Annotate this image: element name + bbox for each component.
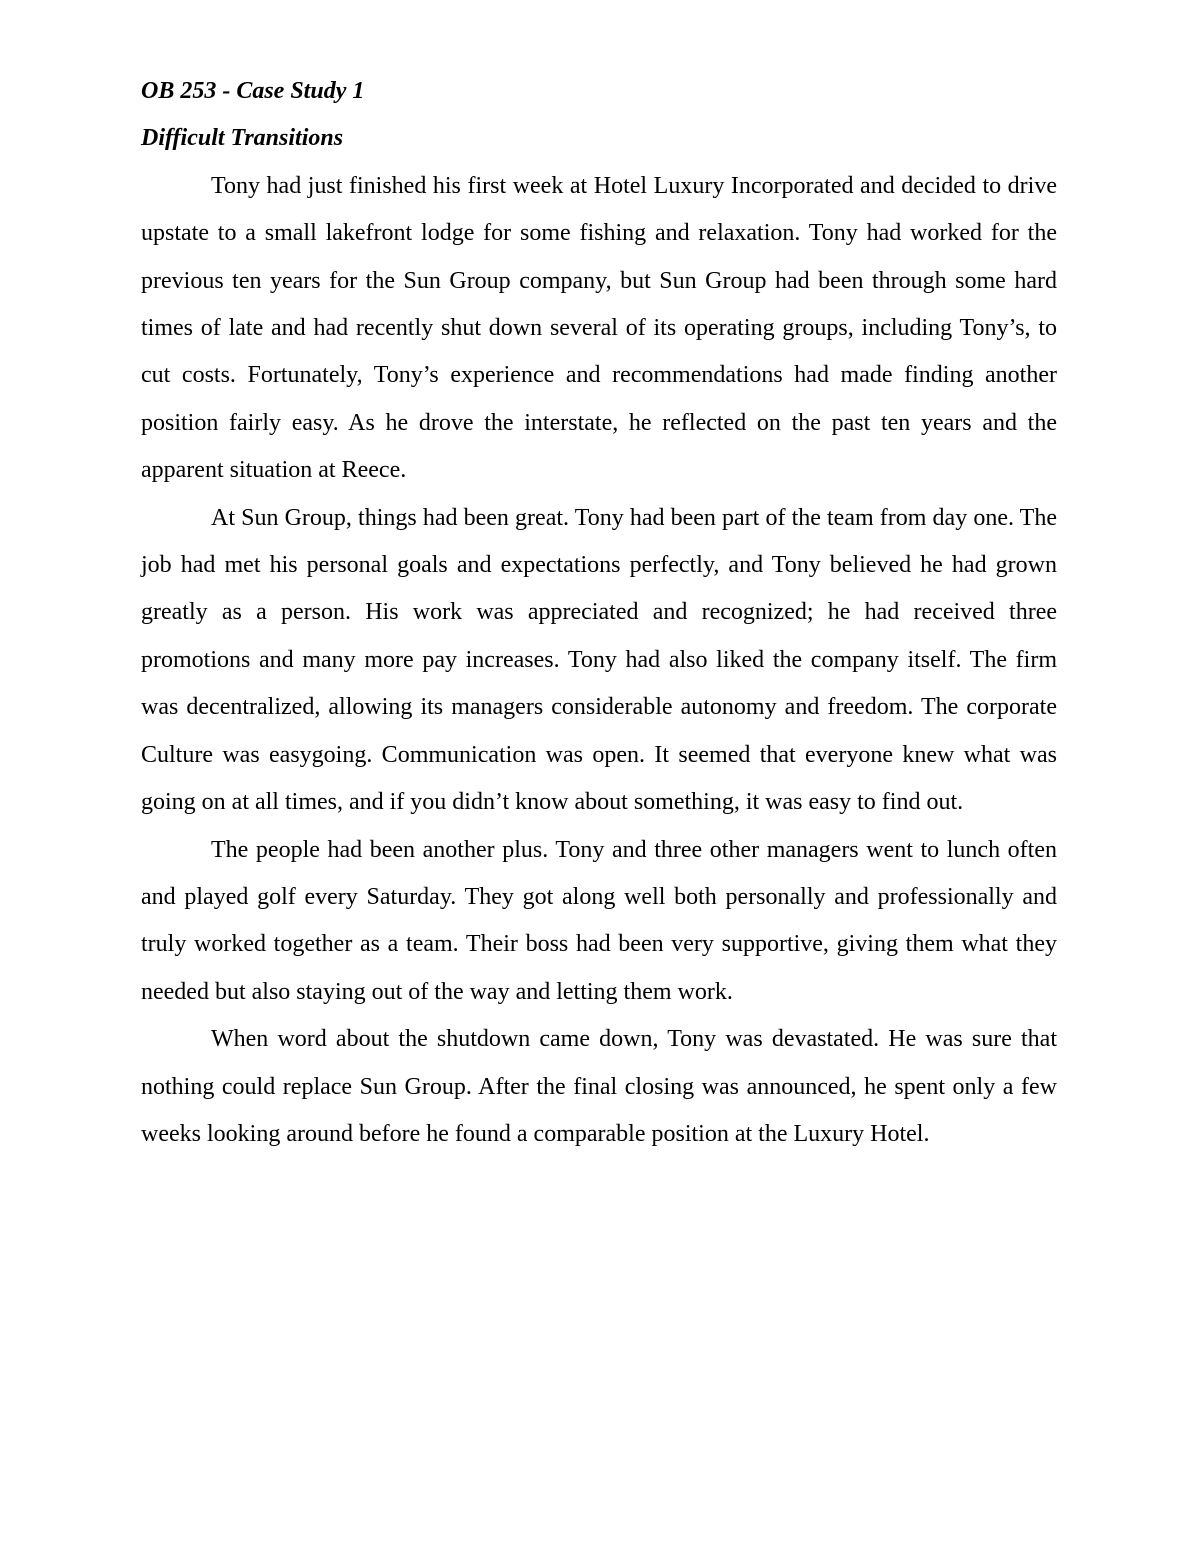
paragraph-4: When word about the shutdown came down, Tony was devastated. He was sure that nothing could replace Sun Group. After the final closing was announced, he spent only a few weeks looking around before he found a comparable position at the Luxury Hotel.	[141, 1026, 1057, 1147]
document-body	[141, 68, 1057, 1158]
paragraph-2: At Sun Group, things had been great. Tony had been part of the team from day one. The job had met his personal goals and expectations perfectly, and Tony believed he had grown greatly as a person. His work was appreciated and recognized; he had received three promotions and many more pay increases. Tony had also liked the company itself. The firm was decentralized, allowing its managers considerable autonomy and freedom. The corporate Culture was easygoing. Communication was open. It seemed that everyone knew what was going on at all times, and if you didn’t know about something, it was easy to find out.	[141, 504, 1057, 816]
paragraph-3: The people had been another plus. Tony and three other managers went to lunch often and played golf every Saturday. They got along well both personally and professionally and truly worked together as a team. Their boss had been very supportive, giving them what they needed but also staying out of the way and letting them work.	[141, 836, 1057, 1005]
case-title: Difficult Transitions	[141, 125, 344, 152]
paragraph-1: Tony had just finished his first week at Hotel Luxury Incorporated and decided to drive upstate to a small lakefront lodge for some fishing and relaxation. Tony had worked for the previous ten years for the Sun Group company, but Sun Group had been through some hard times of late and had recently shut down several of its operating groups, including Tony’s, to cut costs. Fortunately, Tony’s experience and recommendations had made finding another position fairly easy. As he drove the interstate, he reflected on the past ten years and the apparent situation at Reece.	[141, 172, 1057, 484]
course-title: OB 253 - Case Study 1	[141, 78, 365, 104]
